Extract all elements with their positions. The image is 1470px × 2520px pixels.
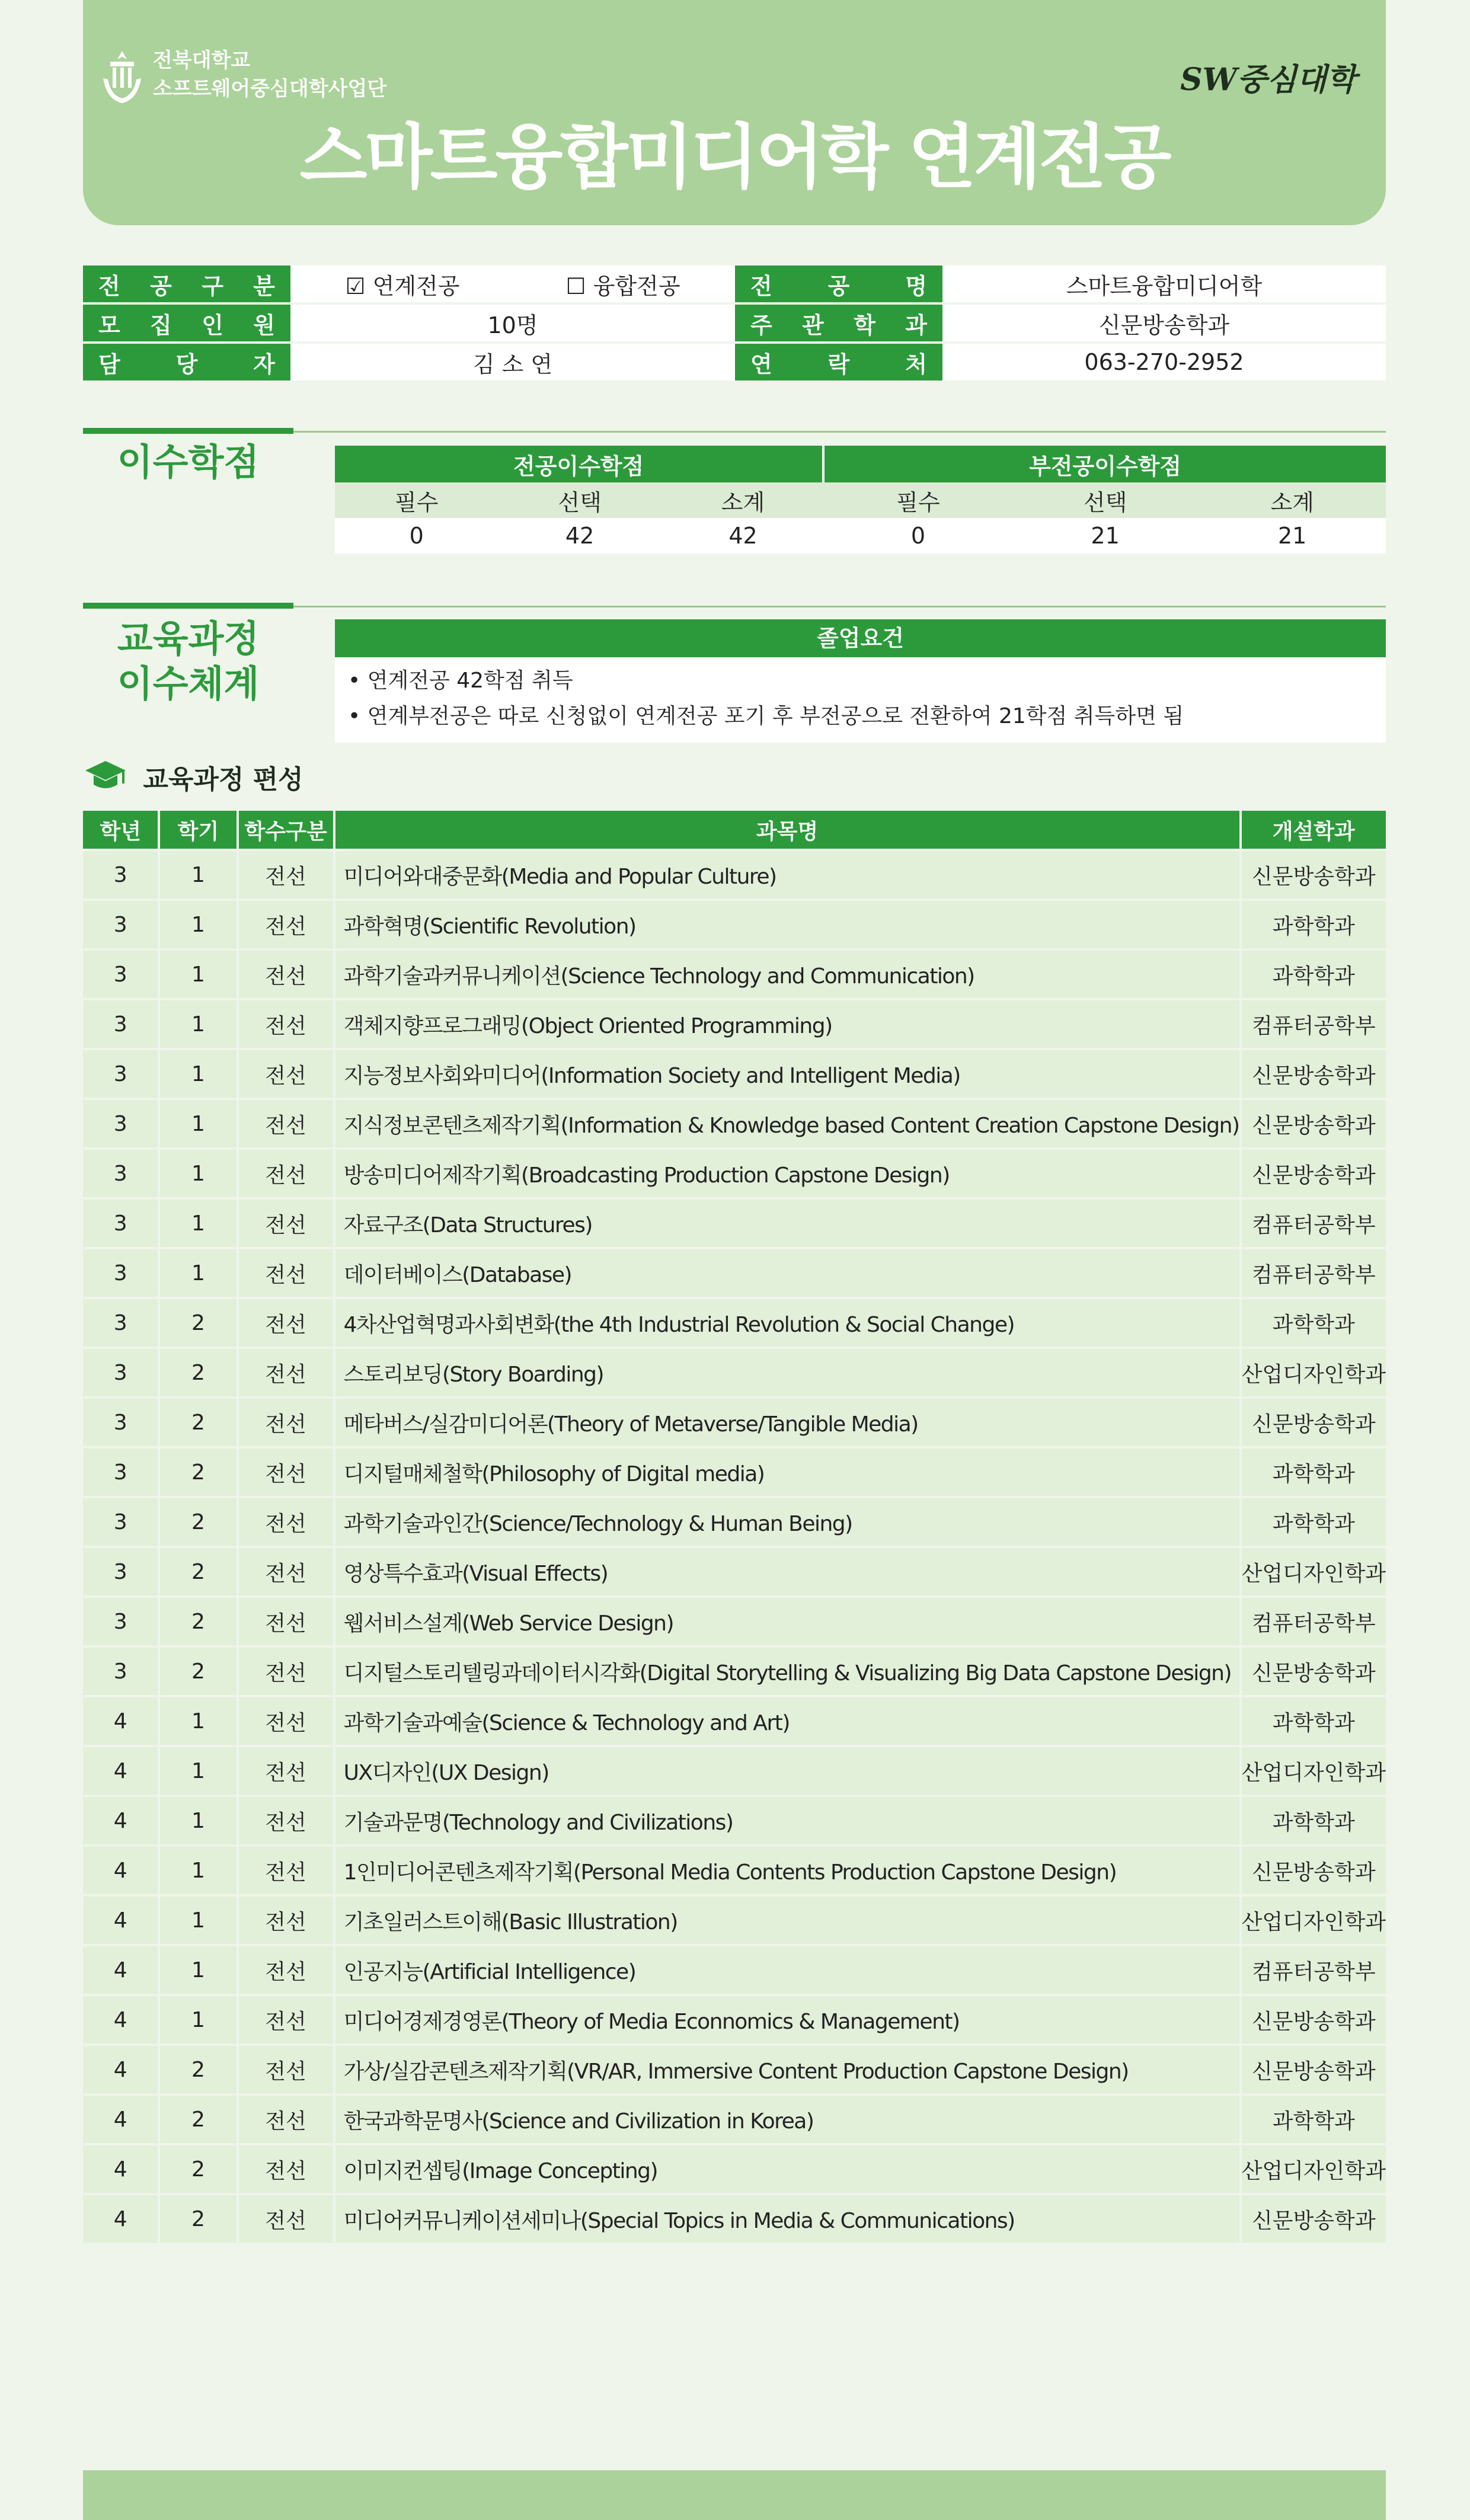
contact-value: 063-270-2952 — [942, 344, 1386, 383]
course-type-cell: 전선 — [239, 1297, 335, 1347]
course-name-cell: 1인미디어콘텐츠제작기획(Personal Media Contents Production Capstone Design) — [335, 1844, 1242, 1894]
column-header: 학년 — [83, 811, 160, 849]
column-header: 개설학과 — [1242, 811, 1386, 849]
credit-value: 21 — [1199, 518, 1386, 554]
option-fusion-label: 융합전공 — [593, 273, 680, 299]
course-name-cell: 자료구조(Data Structures) — [335, 1197, 1242, 1247]
dept-value: 신문방송학과 — [942, 305, 1386, 344]
table-row — [83, 1645, 1386, 1695]
graduation-requirements-box — [335, 619, 1386, 743]
credit-value: 42 — [662, 518, 825, 554]
course-name-cell: 데이터베이스(Database) — [335, 1247, 1242, 1297]
spaced-label — [735, 346, 942, 379]
course-type-cell: 전선 — [239, 2143, 335, 2193]
label-char: 처 — [905, 351, 927, 378]
course-type-cell: 전선 — [239, 948, 335, 998]
credit-subheader: 선택 — [1012, 482, 1199, 518]
course-type-cell: 전선 — [239, 1994, 335, 2043]
course-name-cell: 기술과문명(Technology and Civilizations) — [335, 1795, 1242, 1844]
course-name-cell: 미디어커뮤니케이션세미나(Special Topics in Media & Communications) — [335, 2193, 1242, 2243]
course-name-cell: 인공지능(Artificial Intelligence) — [335, 1944, 1242, 1994]
grade-cell: 3 — [83, 998, 160, 1048]
grade-cell: 4 — [83, 2193, 160, 2243]
course-name-cell: 지능정보사회와미디어(Information Society and Intelligent Media) — [335, 1048, 1242, 1098]
grade-cell: 4 — [83, 2043, 160, 2093]
department-cell: 과학학과 — [1242, 1695, 1386, 1745]
major-name-value: 스마트융합미디어학 — [942, 266, 1386, 305]
checkbox-unchecked-icon: ☐ — [565, 273, 586, 299]
semester-cell: 2 — [160, 1595, 238, 1645]
grade-cell: 4 — [83, 1994, 160, 2043]
department-cell: 과학학과 — [1242, 1297, 1386, 1347]
department-cell: 과학학과 — [1242, 1496, 1386, 1546]
course-type-cell: 전선 — [239, 1197, 335, 1247]
course-name-cell: 방송미디어제작기획(Broadcasting Production Capstone Design) — [335, 1147, 1242, 1197]
course-type-cell: 전선 — [239, 1098, 335, 1147]
grade-cell: 3 — [83, 948, 160, 998]
department-cell: 신문방송학과 — [1242, 1844, 1386, 1894]
graduation-cap-icon — [84, 759, 127, 794]
course-type-cell: 전선 — [239, 849, 335, 898]
department-cell: 산업디자인학과 — [1242, 1745, 1386, 1795]
label-char: 전 — [98, 273, 120, 299]
manager-label — [83, 344, 290, 383]
label-char: 전 — [750, 273, 772, 299]
major-credits-header: 전공이수학점 — [335, 446, 825, 482]
table-row — [83, 1795, 1386, 1844]
label-char: 인 — [202, 312, 223, 338]
graduation-list — [335, 657, 1386, 743]
column-header: 과목명 — [335, 811, 1242, 849]
table-row — [83, 1197, 1386, 1247]
table-row — [83, 898, 1386, 948]
table-row — [83, 1546, 1386, 1595]
department-cell: 컴퓨터공학부 — [1242, 1595, 1386, 1645]
label-char: 원 — [253, 312, 275, 338]
label-char: 명 — [905, 273, 927, 299]
header-banner — [83, 0, 1386, 225]
course-type-cell: 전선 — [239, 2093, 335, 2143]
department-cell: 신문방송학과 — [1242, 849, 1386, 898]
grade-cell: 3 — [83, 1297, 160, 1347]
table-row — [83, 849, 1386, 898]
course-type-cell: 전선 — [239, 1844, 335, 1894]
credit-value: 21 — [1012, 518, 1199, 554]
label-char: 자 — [253, 351, 275, 378]
course-type-cell: 전선 — [239, 1048, 335, 1098]
course-name-cell: 객체지향프로그래밍(Object Oriented Programming) — [335, 998, 1242, 1048]
grade-cell: 3 — [83, 1396, 160, 1446]
checkbox-checked-icon: ☑ — [345, 273, 366, 299]
curriculum-table — [83, 811, 1386, 2243]
credit-subheader: 필수 — [335, 482, 498, 518]
course-type-cell: 전선 — [239, 1894, 335, 1944]
semester-cell: 2 — [160, 2043, 238, 2093]
label-char: 연 — [750, 351, 772, 378]
department-cell: 산업디자인학과 — [1242, 1894, 1386, 1944]
semester-cell: 1 — [160, 998, 238, 1048]
semester-cell: 1 — [160, 1048, 238, 1098]
label-char: 당 — [175, 351, 198, 378]
grade-cell: 3 — [83, 1147, 160, 1197]
course-name-cell: 디지털매체철학(Philosophy of Digital media) — [335, 1446, 1242, 1496]
grade-cell: 4 — [83, 2143, 160, 2193]
label-char: 집 — [150, 312, 172, 338]
course-name-cell: 이미지컨셉팅(Image Concepting) — [335, 2143, 1242, 2193]
contact-label — [735, 344, 942, 383]
column-header: 학수구분 — [239, 811, 335, 849]
table-row — [83, 1695, 1386, 1745]
major-type-options — [290, 266, 735, 305]
semester-cell: 2 — [160, 1546, 238, 1595]
course-name-cell: 4차산업혁명과사회변화(the 4th Industrial Revolution & Social Change) — [335, 1297, 1242, 1347]
label-char: 학 — [854, 312, 875, 338]
department-cell: 산업디자인학과 — [1242, 1546, 1386, 1595]
grade-cell: 4 — [83, 2093, 160, 2143]
department-cell: 컴퓨터공학부 — [1242, 998, 1386, 1048]
major-type-label — [83, 266, 290, 305]
spaced-label — [83, 268, 290, 300]
spaced-label — [735, 268, 942, 300]
major-info-table — [83, 266, 1386, 383]
semester-cell: 2 — [160, 1347, 238, 1396]
course-name-cell: 스토리보딩(Story Boarding) — [335, 1347, 1242, 1396]
table-row — [83, 1745, 1386, 1795]
course-type-cell: 전선 — [239, 1645, 335, 1695]
grade-cell: 3 — [83, 1247, 160, 1297]
course-name-cell: 과학혁명(Scientific Revolution) — [335, 898, 1242, 948]
sw-brand-logo: SW중심대학 — [1180, 62, 1356, 98]
department-cell: 과학학과 — [1242, 948, 1386, 998]
grade-cell: 4 — [83, 1695, 160, 1745]
spaced-label — [83, 307, 290, 340]
recruit-label — [83, 305, 290, 344]
table-row — [83, 1048, 1386, 1098]
table-row — [83, 1347, 1386, 1396]
semester-cell: 1 — [160, 1098, 238, 1147]
graduation-item-text: 연계전공 42학점 취득 — [367, 669, 573, 693]
spaced-label — [735, 307, 942, 340]
table-row — [83, 1595, 1386, 1645]
grade-cell: 3 — [83, 1197, 160, 1247]
option-fusion — [516, 268, 730, 300]
course-type-cell: 전선 — [239, 1147, 335, 1197]
credit-subheader: 소계 — [662, 482, 825, 518]
department-cell: 신문방송학과 — [1242, 1098, 1386, 1147]
course-type-cell: 전선 — [239, 1695, 335, 1745]
course-type-cell: 전선 — [239, 1595, 335, 1645]
semester-cell: 2 — [160, 2143, 238, 2193]
department-cell: 과학학과 — [1242, 1795, 1386, 1844]
department-cell: 산업디자인학과 — [1242, 2143, 1386, 2193]
semester-cell: 1 — [160, 1795, 238, 1844]
label-char: 담 — [98, 351, 120, 378]
grade-cell: 3 — [83, 1098, 160, 1147]
course-type-cell: 전선 — [239, 1944, 335, 1994]
course-type-cell: 전선 — [239, 1795, 335, 1844]
department-cell: 신문방송학과 — [1242, 1396, 1386, 1446]
credit-value: 0 — [825, 518, 1012, 554]
grade-cell: 4 — [83, 1894, 160, 1944]
course-type-cell: 전선 — [239, 1496, 335, 1546]
university-name: 전북대학교 — [153, 49, 251, 72]
label-char: 공 — [827, 273, 850, 299]
grade-cell: 3 — [83, 898, 160, 948]
graduation-item: • 연계부전공은 따로 신청없이 연계전공 포기 후 부전공으로 전환하여 21학점 취득하면 됨 — [348, 704, 1184, 728]
credits-section-title: 이수학점 — [117, 440, 260, 484]
label-char: 관 — [802, 312, 824, 338]
option-linked — [296, 268, 509, 300]
semester-cell: 1 — [160, 1844, 238, 1894]
table-row — [83, 1147, 1386, 1197]
system-title-line2: 이수체계 — [117, 662, 260, 705]
department-cell: 신문방송학과 — [1242, 1645, 1386, 1695]
semester-cell: 1 — [160, 948, 238, 998]
grade-cell: 3 — [83, 1546, 160, 1595]
table-row — [83, 998, 1386, 1048]
course-name-cell: 영상특수효과(Visual Effects) — [335, 1546, 1242, 1595]
university-emblem-icon — [101, 49, 143, 105]
graduation-item: • 연계전공 42학점 취득 — [348, 669, 573, 693]
department-cell: 과학학과 — [1242, 898, 1386, 948]
major-name-label — [735, 266, 942, 305]
footer-bar — [83, 2470, 1386, 2520]
table-row — [83, 2193, 1386, 2243]
curriculum-title-text: 교육과정 편성 — [143, 765, 303, 795]
department-cell: 신문방송학과 — [1242, 2193, 1386, 2243]
course-name-cell: 메타버스/실감미디어론(Theory of Metaverse/Tangible Media) — [335, 1396, 1242, 1446]
course-type-cell: 전선 — [239, 1745, 335, 1795]
graduation-item-text: 연계부전공은 따로 신청없이 연계전공 포기 후 부전공으로 전환하여 21학점 취득하면 됨 — [367, 704, 1184, 728]
department-cell: 과학학과 — [1242, 2093, 1386, 2143]
course-name-cell: 웹서비스설계(Web Service Design) — [335, 1595, 1242, 1645]
semester-cell: 1 — [160, 1197, 238, 1247]
course-name-cell: 가상/실감콘텐츠제작기획(VR/AR, Immersive Content Production Capstone Design) — [335, 2043, 1242, 2093]
grade-cell: 4 — [83, 1795, 160, 1844]
table-row — [83, 2143, 1386, 2193]
course-name-cell: 과학기술과예술(Science & Technology and Art) — [335, 1695, 1242, 1745]
course-type-cell: 전선 — [239, 1347, 335, 1396]
dept-label — [735, 305, 942, 344]
credit-subheader: 필수 — [825, 482, 1012, 518]
table-row — [83, 2093, 1386, 2143]
label-char: 공 — [150, 273, 172, 299]
label-char: 모 — [98, 312, 120, 338]
course-type-cell: 전선 — [239, 998, 335, 1048]
department-cell: 컴퓨터공학부 — [1242, 1197, 1386, 1247]
semester-cell: 2 — [160, 1645, 238, 1695]
column-header: 학기 — [160, 811, 238, 849]
grade-cell: 3 — [83, 1645, 160, 1695]
course-name-cell: 미디어와대중문화(Media and Popular Culture) — [335, 849, 1242, 898]
course-name-cell: 한국과학문명사(Science and Civilization in Korea) — [335, 2093, 1242, 2143]
department-cell: 신문방송학과 — [1242, 1048, 1386, 1098]
page-title: 스마트융합미디어학 연계전공 — [299, 116, 1169, 198]
curriculum-rows — [83, 849, 1386, 2243]
course-name-cell: 기초일러스트이해(Basic Illustration) — [335, 1894, 1242, 1944]
department-cell: 신문방송학과 — [1242, 1147, 1386, 1197]
grade-cell: 3 — [83, 1446, 160, 1496]
grade-cell: 3 — [83, 1595, 160, 1645]
manager-value: 김 소 연 — [290, 344, 735, 383]
table-row — [83, 1994, 1386, 2043]
course-type-cell: 전선 — [239, 898, 335, 948]
semester-cell: 2 — [160, 1446, 238, 1496]
semester-cell: 1 — [160, 1745, 238, 1795]
course-name-cell: UX디자인(UX Design) — [335, 1745, 1242, 1795]
course-type-cell: 전선 — [239, 2193, 335, 2243]
department-cell: 신문방송학과 — [1242, 1994, 1386, 2043]
grade-cell: 4 — [83, 1944, 160, 1994]
semester-cell: 1 — [160, 898, 238, 948]
semester-cell: 1 — [160, 1247, 238, 1297]
grade-cell: 3 — [83, 1496, 160, 1546]
system-section-title — [83, 616, 293, 706]
semester-cell: 1 — [160, 1894, 238, 1944]
grade-cell: 4 — [83, 1745, 160, 1795]
recruit-value: 10명 — [290, 305, 735, 344]
organization-name — [153, 46, 386, 103]
department-cell: 신문방송학과 — [1242, 2043, 1386, 2093]
course-type-cell: 전선 — [239, 1446, 335, 1496]
section-accent-bar — [83, 428, 293, 434]
grade-cell: 3 — [83, 1048, 160, 1098]
table-row — [83, 1297, 1386, 1347]
spaced-label — [83, 346, 290, 379]
minor-credits-header: 부전공이수학점 — [825, 446, 1386, 482]
table-row — [83, 2043, 1386, 2093]
department-cell: 산업디자인학과 — [1242, 1347, 1386, 1396]
course-name-cell: 과학기술과커뮤니케이션(Science Technology and Communication) — [335, 948, 1242, 998]
credit-value: 42 — [498, 518, 661, 554]
label-char: 과 — [905, 312, 927, 338]
department-cell: 과학학과 — [1242, 1446, 1386, 1496]
table-row — [83, 1247, 1386, 1297]
semester-cell: 2 — [160, 2193, 238, 2243]
semester-cell: 1 — [160, 1944, 238, 1994]
table-row — [83, 1446, 1386, 1496]
semester-cell: 1 — [160, 849, 238, 898]
credit-subheader: 선택 — [498, 482, 661, 518]
course-type-cell: 전선 — [239, 2043, 335, 2093]
table-row — [83, 1844, 1386, 1894]
semester-cell: 2 — [160, 1496, 238, 1546]
section-accent-bar — [83, 603, 293, 609]
table-row — [83, 948, 1386, 998]
semester-cell: 2 — [160, 1297, 238, 1347]
table-row — [83, 1396, 1386, 1446]
table-row — [83, 1894, 1386, 1944]
course-type-cell: 전선 — [239, 1247, 335, 1297]
grade-cell: 3 — [83, 849, 160, 898]
semester-cell: 1 — [160, 1147, 238, 1197]
label-char: 분 — [253, 273, 275, 299]
semester-cell: 1 — [160, 1994, 238, 2043]
option-linked-label: 연계전공 — [372, 273, 460, 299]
graduation-header: 졸업요건 — [335, 619, 1386, 657]
table-row — [83, 1944, 1386, 1994]
label-char: 락 — [827, 351, 850, 378]
semester-cell: 1 — [160, 1695, 238, 1745]
credit-value: 0 — [335, 518, 498, 554]
label-char: 구 — [202, 273, 223, 299]
grade-cell: 3 — [83, 1347, 160, 1396]
table-row — [83, 1496, 1386, 1546]
course-name-cell: 지식정보콘텐츠제작기획(Information & Knowledge based Content Creation Capstone Design) — [335, 1098, 1242, 1147]
course-name-cell: 과학기술과인간(Science/Technology & Human Being) — [335, 1496, 1242, 1546]
department-org-name: 소프트웨어중심대학사업단 — [153, 77, 387, 101]
table-row — [83, 1098, 1386, 1147]
label-char: 주 — [750, 312, 772, 338]
department-cell: 컴퓨터공학부 — [1242, 1944, 1386, 1994]
course-name-cell: 디지털스토리텔링과데이터시각화(Digital Storytelling & Visualizing Big Data Capstone Design) — [335, 1645, 1242, 1695]
course-type-cell: 전선 — [239, 1546, 335, 1595]
system-title-line1: 교육과정 — [117, 617, 260, 660]
credits-table — [335, 446, 1386, 554]
credit-subheader: 소계 — [1199, 482, 1386, 518]
course-type-cell: 전선 — [239, 1396, 335, 1446]
curriculum-title — [84, 759, 303, 800]
grade-cell: 4 — [83, 1844, 160, 1894]
semester-cell: 2 — [160, 2093, 238, 2143]
course-name-cell: 미디어경제경영론(Theory of Media Econnomics & Management) — [335, 1994, 1242, 2043]
department-cell: 컴퓨터공학부 — [1242, 1247, 1386, 1297]
semester-cell: 2 — [160, 1396, 238, 1446]
